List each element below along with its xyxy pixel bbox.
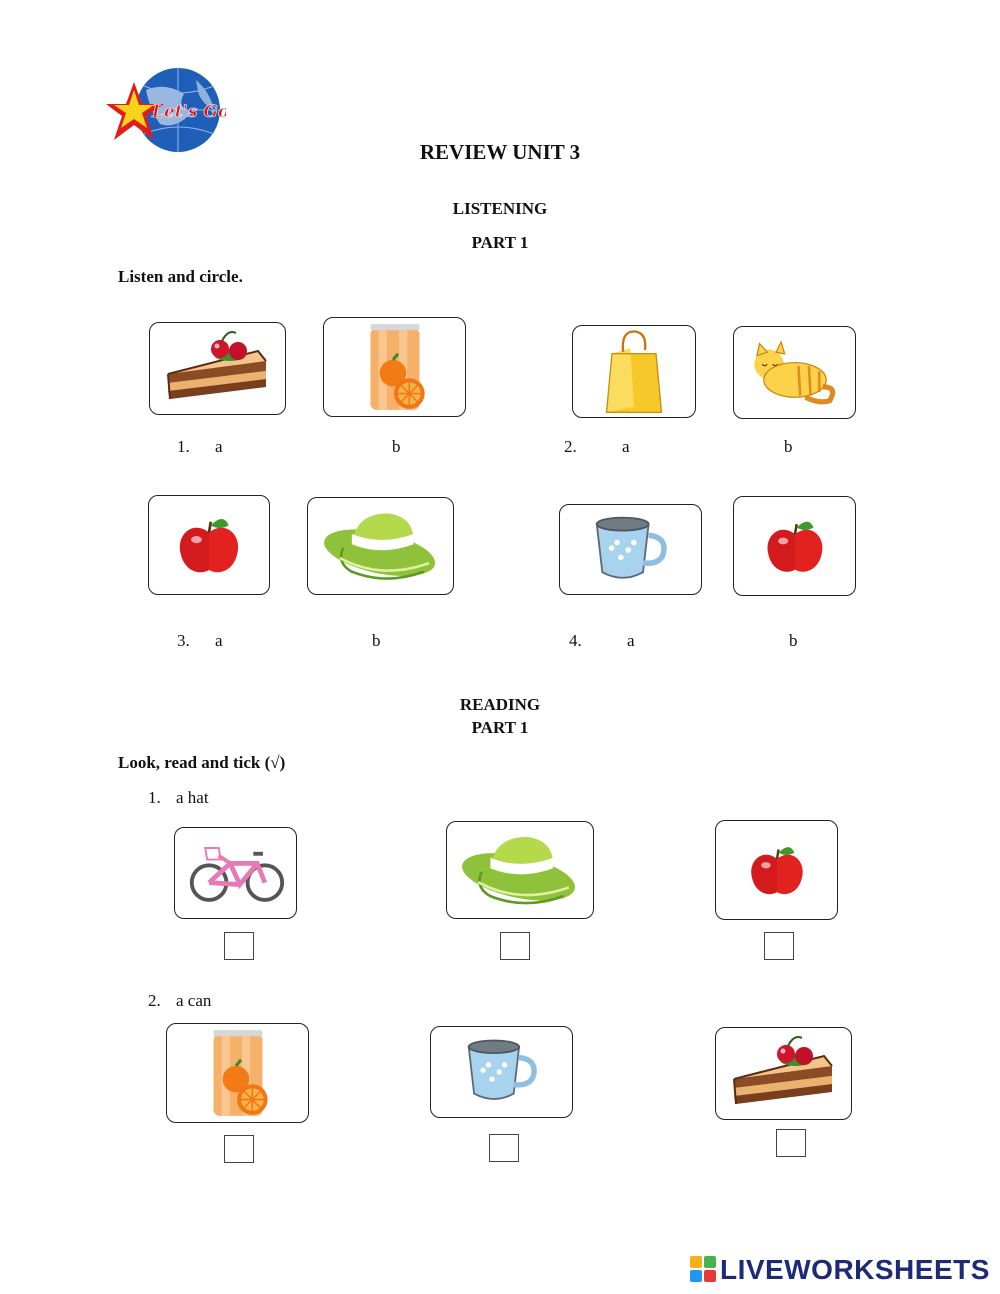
listen-2-option-a[interactable]: a	[622, 437, 630, 456]
hat-icon	[321, 506, 441, 586]
liveworksheets-text: LIVEWORKSHEETS	[720, 1254, 990, 1285]
listen-3-option-b[interactable]: b	[372, 631, 381, 650]
listen-3b-card[interactable]	[307, 497, 454, 595]
listen-1b-card[interactable]	[323, 317, 466, 417]
listen-1-option-a[interactable]: a	[215, 437, 223, 456]
orange-juice-can-icon	[360, 320, 430, 414]
listen-4b-card[interactable]	[733, 496, 856, 596]
cup-icon	[460, 1036, 544, 1108]
hat-icon	[459, 829, 581, 911]
logo-text: Let's Go	[152, 102, 226, 122]
listen-3-number: 3.	[177, 631, 190, 650]
shopping-bag-icon	[594, 328, 674, 416]
read-1-text: a hat	[176, 788, 209, 807]
read-1-tick-box-3[interactable]	[764, 932, 794, 960]
orange-juice-can-icon	[203, 1026, 273, 1120]
apple-icon	[763, 513, 827, 579]
cake-icon	[729, 1034, 839, 1114]
read-2-option-3-card	[715, 1027, 852, 1120]
liveworksheets-logo-icon	[690, 1256, 716, 1284]
read-2-number: 2.	[148, 991, 161, 1010]
listen-4-option-b[interactable]: b	[789, 631, 798, 650]
page-title: REVIEW UNIT 3	[419, 140, 581, 164]
bicycle-icon	[186, 840, 286, 906]
cat-icon	[750, 337, 840, 409]
listen-2b-card[interactable]	[733, 326, 856, 419]
listen-1-option-b[interactable]: b	[392, 437, 401, 456]
reading-heading: READING	[459, 695, 541, 714]
reading-instruction: Look, read and tick (√)	[118, 753, 286, 772]
cup-icon	[588, 513, 674, 587]
read-1-option-1-card	[174, 827, 297, 919]
read-2-tick-box-3[interactable]	[776, 1129, 806, 1157]
listen-2-option-b[interactable]: b	[784, 437, 793, 456]
read-2-tick-box-2[interactable]	[489, 1134, 519, 1162]
reading-part: PART 1	[471, 718, 529, 737]
liveworksheets-brand	[690, 1254, 990, 1286]
listening-part: PART 1	[471, 233, 529, 252]
read-1-option-2-card	[446, 821, 594, 919]
listen-3-option-a[interactable]: a	[215, 631, 223, 650]
read-1-tick-box-2[interactable]	[500, 932, 530, 960]
listen-1a-card[interactable]	[149, 322, 286, 415]
listen-4a-card[interactable]	[559, 504, 702, 595]
read-2-tick-box-1[interactable]	[224, 1135, 254, 1163]
read-1-option-3-card	[715, 820, 838, 920]
listen-4-option-a[interactable]: a	[627, 631, 635, 650]
listen-4-number: 4.	[569, 631, 582, 650]
cake-icon	[163, 329, 273, 409]
listen-2-number: 2.	[564, 437, 577, 456]
read-2-option-1-card	[166, 1023, 309, 1123]
apple-icon	[175, 510, 243, 580]
read-1-tick-box-1[interactable]	[224, 932, 254, 960]
listening-instruction: Listen and circle.	[118, 267, 243, 286]
read-2-text: a can	[176, 991, 212, 1010]
listen-2a-card[interactable]	[572, 325, 696, 418]
listen-1-number: 1.	[177, 437, 190, 456]
read-1-number: 1.	[148, 788, 161, 807]
apple-icon	[747, 839, 807, 901]
read-2-option-2-card	[430, 1026, 573, 1118]
listening-heading: LISTENING	[452, 199, 548, 218]
listen-3a-card[interactable]	[148, 495, 270, 595]
